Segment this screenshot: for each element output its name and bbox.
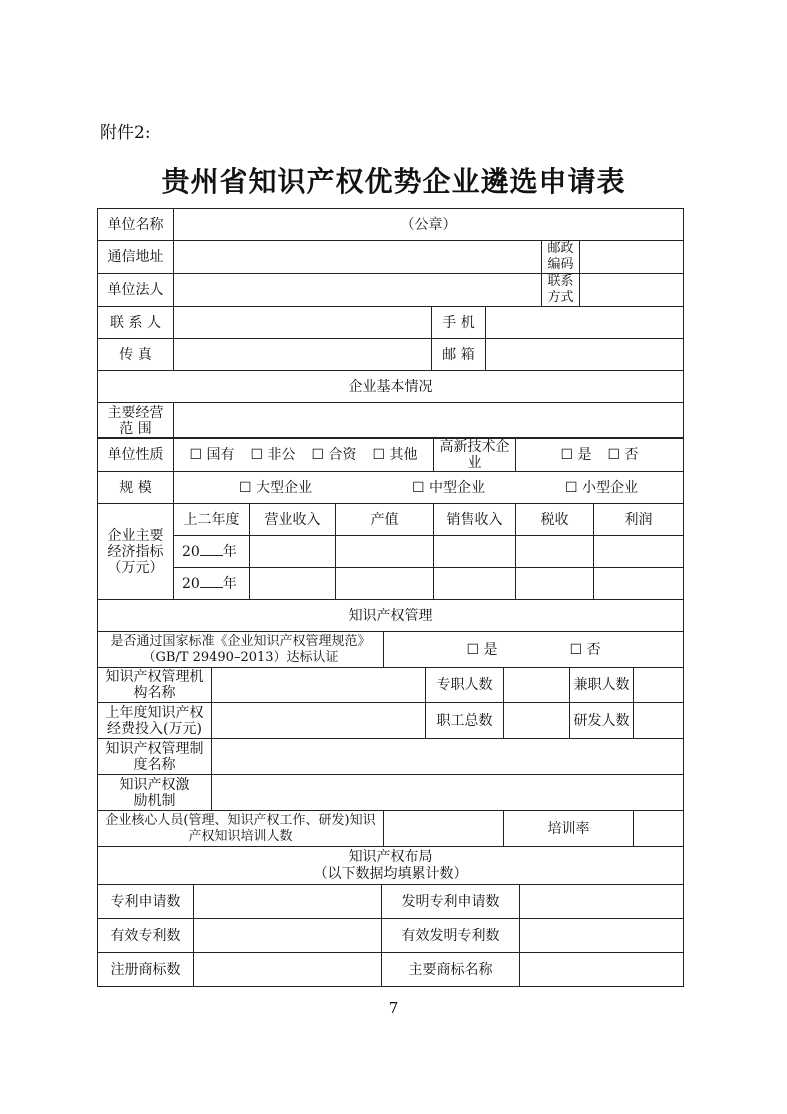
nature-jv-checkbox[interactable]: ☐ 合资 — [311, 446, 357, 463]
year2-sales[interactable] — [434, 568, 516, 600]
year1-suffix: 年 — [222, 544, 237, 560]
year1-revenue[interactable] — [250, 536, 336, 568]
scale-label: 规 模 — [98, 472, 174, 504]
system-name-field[interactable] — [212, 739, 684, 775]
year2-suffix: 年 — [222, 576, 237, 592]
org-name-field[interactable] — [212, 668, 426, 703]
training-rate-field[interactable] — [634, 811, 684, 847]
hightech-no-checkbox[interactable]: ☐ 否 — [607, 446, 639, 463]
nature-private-checkbox[interactable]: ☐ 非公 — [250, 446, 296, 463]
row-valid — [98, 919, 684, 953]
row-layout-section — [98, 847, 684, 885]
incentive-label: 知识产权激励机制 — [98, 775, 212, 811]
contact-table — [97, 208, 684, 439]
indicator-header-output: 产值 — [336, 504, 434, 536]
year2-prefix: 20 — [182, 576, 200, 592]
training-people-label: 企业核心人员(管理、知识产权工作、研发)知识产权知识培训人数 — [98, 811, 384, 847]
mobile-label: 手 机 — [432, 307, 486, 339]
valid-inventions-label: 有效发明专利数 — [382, 919, 520, 953]
rd-staff-field[interactable] — [634, 703, 684, 739]
standard-yes-checkbox[interactable]: ☐ 是 — [466, 641, 498, 658]
incentive-field[interactable] — [212, 775, 684, 811]
standard-question: 是否通过国家标准《企业知识产权管理规范》（GB/T 29490–2013）达标认证 — [98, 632, 384, 668]
attachment-label: 附件2: — [100, 123, 151, 143]
row-trademarks — [98, 953, 684, 987]
contact-person-field[interactable] — [174, 307, 432, 339]
indicators-label: 企业主要经济指标（万元） — [98, 504, 174, 600]
postcode-field[interactable] — [580, 241, 684, 274]
scale-medium-checkbox[interactable]: ☐ 中型企业 — [412, 479, 486, 496]
fulltime-label: 专职人数 — [426, 668, 504, 703]
row-scale — [98, 472, 684, 504]
email-label: 邮 箱 — [432, 339, 486, 371]
training-people-field[interactable] — [384, 811, 504, 847]
year1-profit[interactable] — [594, 536, 684, 568]
trademarks-field[interactable] — [194, 953, 382, 987]
invention-apps-field[interactable] — [520, 885, 684, 919]
row-system — [98, 739, 684, 775]
fax-field[interactable] — [174, 339, 432, 371]
layout-title: 知识产权布局 — [348, 848, 433, 865]
patent-apps-label: 专利申请数 — [98, 885, 194, 919]
ipm-section-title: 知识产权管理 — [98, 600, 684, 632]
hightech-options — [516, 438, 684, 472]
business-scope-label: 主要经营范 围 — [98, 403, 174, 439]
year2-revenue[interactable] — [250, 568, 336, 600]
row-indicator-header — [98, 504, 684, 536]
year2-cell[interactable] — [174, 568, 250, 600]
system-name-label: 知识产权管理制度名称 — [98, 739, 212, 775]
row-org — [98, 668, 684, 703]
unit-nature-label: 单位性质 — [98, 438, 174, 472]
trademarks-label: 注册商标数 — [98, 953, 194, 987]
ip-management-table — [97, 599, 684, 885]
row-address — [98, 241, 684, 274]
standard-options — [384, 632, 684, 668]
contact-method-field[interactable] — [580, 274, 684, 307]
year2-blank — [200, 575, 223, 588]
scale-small-checkbox[interactable]: ☐ 小型企业 — [565, 479, 639, 496]
standard-no-checkbox[interactable]: ☐ 否 — [569, 641, 601, 658]
address-field[interactable] — [174, 241, 542, 274]
org-name-label: 知识产权管理机构名称 — [98, 668, 212, 703]
valid-patents-label: 有效专利数 — [98, 919, 194, 953]
row-patents — [98, 885, 684, 919]
row-business-scope — [98, 403, 684, 439]
valid-inventions-field[interactable] — [520, 919, 684, 953]
row-contact-person — [98, 307, 684, 339]
year2-profit[interactable] — [594, 568, 684, 600]
row-ipm-section — [98, 600, 684, 632]
year1-cell[interactable] — [174, 536, 250, 568]
business-scope-field[interactable] — [174, 403, 684, 439]
scale-options — [174, 472, 684, 504]
contact-method-label: 联系方式 — [542, 274, 580, 307]
row-standard — [98, 632, 684, 668]
indicator-table — [97, 437, 684, 600]
unit-name-label: 单位名称 — [98, 209, 174, 241]
unit-name-field[interactable] — [174, 209, 684, 241]
seal-note: （公章） — [400, 216, 457, 233]
layout-subtitle: （以下数据均填累计数） — [313, 865, 468, 882]
parttime-field[interactable] — [634, 668, 684, 703]
nature-other-checkbox[interactable]: ☐ 其他 — [372, 446, 418, 463]
legal-person-field[interactable] — [174, 274, 542, 307]
indicator-header-tax: 税收 — [516, 504, 594, 536]
year1-tax[interactable] — [516, 536, 594, 568]
row-indicator-year2 — [98, 568, 684, 600]
rd-staff-label: 研发人数 — [570, 703, 634, 739]
row-unit-name — [98, 209, 684, 241]
postcode-label: 邮政编码 — [542, 241, 580, 274]
year2-output[interactable] — [336, 568, 434, 600]
year1-blank — [200, 543, 223, 556]
investment-field[interactable] — [212, 703, 426, 739]
address-label: 通信地址 — [98, 241, 174, 274]
year1-output[interactable] — [336, 536, 434, 568]
year2-tax[interactable] — [516, 568, 594, 600]
fax-label: 传 真 — [98, 339, 174, 371]
main-trademark-field[interactable] — [520, 953, 684, 987]
contact-person-label: 联 系 人 — [98, 307, 174, 339]
page-number: 7 — [388, 999, 399, 1017]
indicator-header-sales: 销售收入 — [434, 504, 516, 536]
row-basic-section — [98, 371, 684, 403]
indicator-header-year: 上二年度 — [174, 504, 250, 536]
nature-state-checkbox[interactable]: ☐ 国有 — [189, 446, 235, 463]
legal-person-label: 单位法人 — [98, 274, 174, 307]
email-field[interactable] — [486, 339, 684, 371]
year1-prefix: 20 — [182, 544, 200, 560]
patent-apps-field[interactable] — [194, 885, 382, 919]
row-unit-nature — [98, 438, 684, 472]
nature-options — [174, 438, 434, 472]
page-title: 贵州省知识产权优势企业遴选申请表 — [161, 165, 626, 198]
row-incentive — [98, 775, 684, 811]
layout-section-title — [98, 847, 684, 885]
total-staff-label: 职工总数 — [426, 703, 504, 739]
fulltime-field[interactable] — [504, 668, 570, 703]
basic-section-title: 企业基本情况 — [98, 371, 684, 403]
total-staff-field[interactable] — [504, 703, 570, 739]
row-training — [98, 811, 684, 847]
invention-apps-label: 发明专利申请数 — [382, 885, 520, 919]
indicator-header-profit: 利润 — [594, 504, 684, 536]
investment-label: 上年度知识产权经费投入(万元) — [98, 703, 212, 739]
year1-sales[interactable] — [434, 536, 516, 568]
hightech-label: 高新技术企业 — [434, 438, 516, 472]
valid-patents-field[interactable] — [194, 919, 382, 953]
row-investment — [98, 703, 684, 739]
indicator-header-revenue: 营业收入 — [250, 504, 336, 536]
training-rate-label: 培训率 — [504, 811, 634, 847]
hightech-yes-checkbox[interactable]: ☐ 是 — [560, 446, 592, 463]
row-fax — [98, 339, 684, 371]
main-trademark-label: 主要商标名称 — [382, 953, 520, 987]
ip-layout-table — [97, 884, 684, 987]
parttime-label: 兼职人数 — [570, 668, 634, 703]
mobile-field[interactable] — [486, 307, 684, 339]
row-indicator-year1 — [98, 536, 684, 568]
row-legal-person — [98, 274, 684, 307]
scale-large-checkbox[interactable]: ☐ 大型企业 — [238, 479, 312, 496]
